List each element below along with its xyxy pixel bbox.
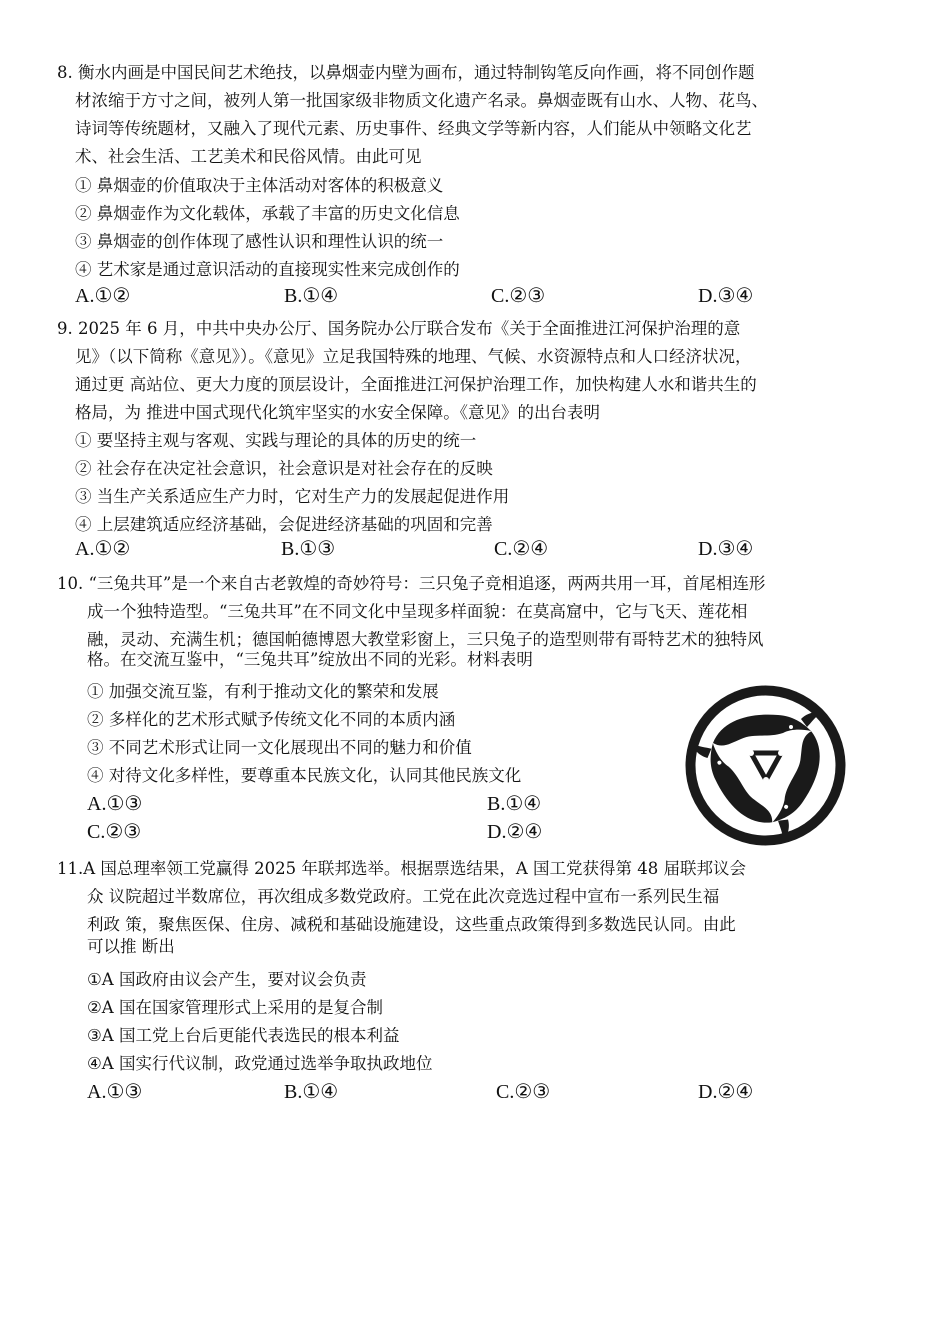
q11-option-1: ①A 国政府由议会产生，要对议会负责 [87,970,367,989]
q10-stem-line-4: 格。在交流互鉴中，“三兔共耳”绽放出不同的光彩。材料表明 [87,650,533,669]
q10-stem-line-1: 10. “三兔共耳”是一个来自古老敦煌的奇妙符号：三只兔子竞相追逐，两两共用一耳，首尾相连形 [57,574,766,593]
q9-choice-b: B.①③ [281,538,336,560]
q11-option-3: ③A 国工党上台后更能代表选民的根本利益 [87,1026,400,1045]
q8-stem-line-2: 材浓缩于方寸之间，被列人第一批国家级非物质文化遗产名录。鼻烟壶既有山水、人物、花鸟、 [75,91,768,110]
q11-choice-a: A.①③ [87,1081,143,1103]
q8-option-1: ① 鼻烟壶的价值取决于主体活动对客体的积极意义 [75,176,444,195]
q9-option-4: ④ 上层建筑适应经济基础，会促进经济基础的巩固和完善 [75,515,493,534]
q9-stem-line-4: 格局，为 推进中国式现代化筑牢坚实的水安全保障。《意见》的出台表明 [75,403,600,422]
q8-option-3: ③ 鼻烟壶的创作体现了感性认识和理性认识的统一 [75,232,444,251]
three-rabbits-figure [683,683,848,848]
q11-option-4: ④A 国实行代议制，政党通过选举争取执政地位 [87,1054,433,1073]
q11-stem-line-1: 11.A 国总理率领工党赢得 2025 年联邦选举。根据票选结果，A 国工党获得第 48 届联邦议会 [57,859,747,878]
q8-stem-line-3: 诗词等传统题材，又融入了现代元素、历史事件、经典文学等新内容，人们能从中领略文化艺 [75,119,752,138]
q11-stem-line-3: 利政 策，聚焦医保、住房、减税和基础设施建设，这些重点政策得到多数选民认同。由此 [87,915,736,934]
q8-choice-d: D.③④ [698,285,754,307]
q11-stem-line-2: 众 议院超过半数席位，再次组成多数党政府。工党在此次竞选过程中宣布一系列民生福 [87,887,720,906]
q8-choice-c: C.②③ [491,285,546,307]
q8-option-2: ② 鼻烟壶作为文化载体，承载了丰富的历史文化信息 [75,204,460,223]
q9-stem-line-2: 见》（以下简称《意见》）。《意见》立足我国特殊的地理、气候、水资源特点和人口经济状况， [75,347,752,366]
q10-option-1: ① 加强交流互鉴，有利于推动文化的繁荣和发展 [87,682,439,701]
q10-option-4: ④ 对待文化多样性，要尊重本民族文化，认同其他民族文化 [87,766,522,785]
q9-stem-line-3: 通过更 高站位、更大力度的顶层设计，全面推进江河保护治理工作，加快构建人水和谐共生的 [75,375,757,394]
q9-option-2: ② 社会存在决定社会意识，社会意识是对社会存在的反映 [75,459,493,478]
q11-option-2: ②A 国在国家管理形式上采用的是复合制 [87,998,383,1017]
q10-stem-line-3: 融，灵动、充满生机；德国帕德博恩大教堂彩窗上，三只兔子的造型则带有哥特艺术的独特风 [87,630,764,649]
q11-choice-c: C.②③ [496,1081,551,1103]
q11-choice-d: D.②④ [698,1081,754,1103]
q8-stem-line-4: 术、社会生活、工艺美术和民俗风情。由此可见 [75,147,422,166]
q9-option-1: ① 要坚持主观与客观、实践与理论的具体的历史的统一 [75,431,477,450]
q8-choice-b: B.①④ [284,285,339,307]
q8-choice-a: A.①② [75,285,131,307]
q10-choice-a: A.①③ [87,793,143,815]
q8-stem-line-1: 8. 衡水内画是中国民间艺术绝技，以鼻烟壶内壁为画布，通过特制钩笔反向作画，将不同创作题 [57,63,755,82]
q10-choice-b: B.①④ [487,793,542,815]
q11-choice-b: B.①④ [284,1081,339,1103]
q10-choice-d: D.②④ [487,821,543,843]
q9-stem-line-1: 9. 2025 年 6 月，中共中央办公厅、国务院办公厅联合发布《关于全面推进江河保护治理的意 [57,319,741,338]
q10-choice-c: C.②③ [87,821,142,843]
q9-choice-d: D.③④ [698,538,754,560]
q9-choice-a: A.①② [75,538,131,560]
q10-stem-line-2: 成一个独特造型。“三兔共耳”在不同文化中呈现多样面貌：在莫高窟中，它与飞天、莲花相 [87,602,748,621]
q11-stem-line-4: 可以推 断出 [87,937,175,956]
q9-choice-c: C.②④ [494,538,549,560]
q9-option-3: ③ 当生产关系适应生产力时，它对生产力的发展起促进作用 [75,487,510,506]
q8-option-4: ④ 艺术家是通过意识活动的直接现实性来完成创作的 [75,260,460,279]
q10-option-3: ③ 不同艺术形式让同一文化展现出不同的魅力和价值 [87,738,472,757]
q10-option-2: ② 多样化的艺术形式赋予传统文化不同的本质内涵 [87,710,456,729]
